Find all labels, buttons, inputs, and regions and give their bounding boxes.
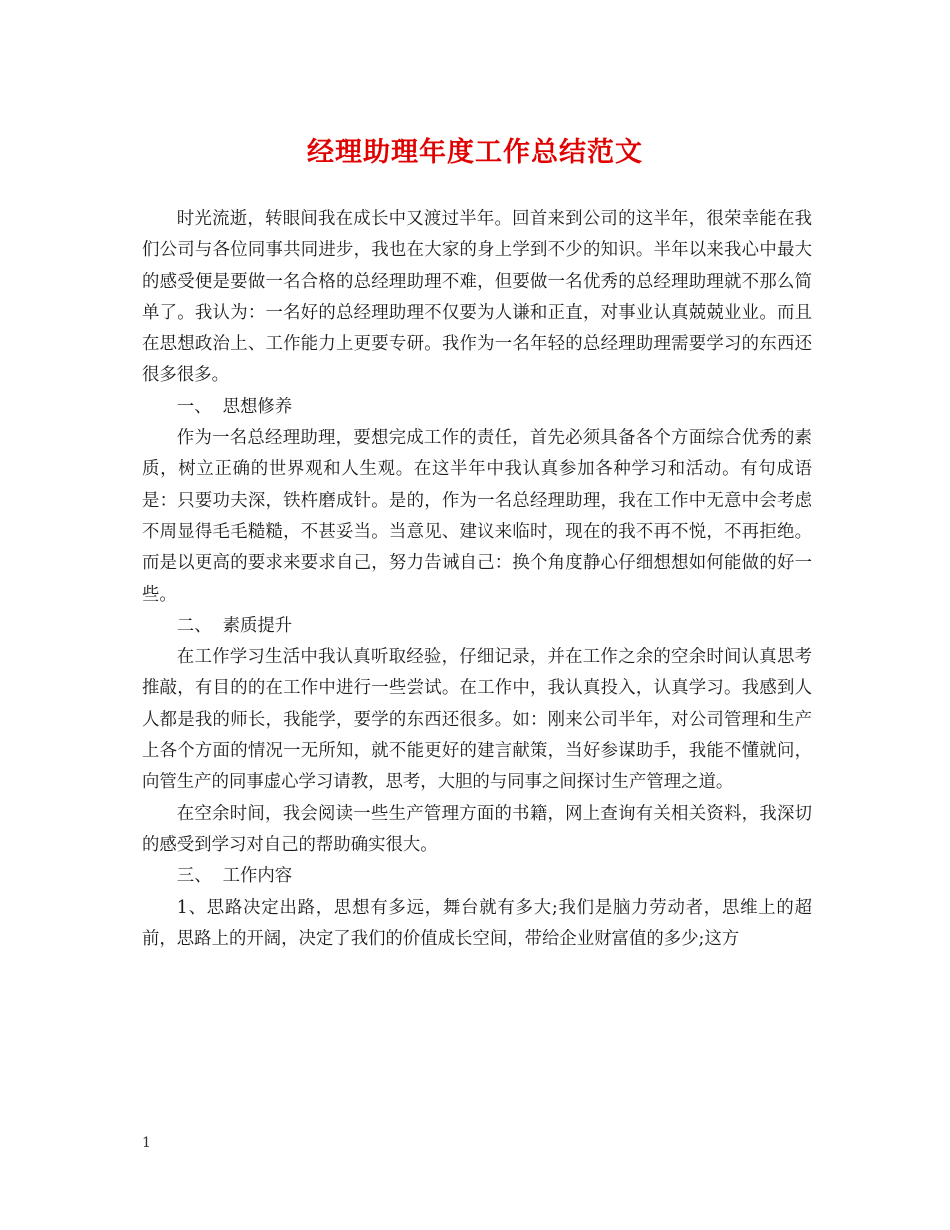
page-number: 1 bbox=[142, 1135, 151, 1151]
section-heading-2: 二、 素质提升 bbox=[176, 615, 293, 636]
section-heading-3: 三、 工作内容 bbox=[176, 866, 293, 887]
paragraph-section-3: 1、思路决定出路，思想有多远，舞台就有多大;我们是脑力劳动者，思维上的超前，思路上的开阔，决定了我们的价值成长空间，带给企业财富值的多少;这方 bbox=[142, 897, 812, 949]
paragraph-section-2a: 在工作学习生活中我认真听取经验，仔细记录，并在工作之余的空余时间认真思考推敲，有目的的在工作中进行一些尝试。在工作中，我认真投入，认真学习。我感到人人都是我的师长，我能学，要学的东西还很多。如：刚来公司半年，对公司管理和生产上各个方面的情况一无所知，就不能更好的建言献策，当好参谋助手，我能不懂就问，向管生产的同事虚心学习请教，思考，大胆的与同事之间探讨生产管理之道。 bbox=[142, 647, 812, 793]
document-title: 经理助理年度工作总结范文 bbox=[307, 137, 643, 168]
paragraph-section-2b: 在空余时间，我会阅读一些生产管理方面的书籍，网上查询有关相关资料，我深切的感受到学习对自己的帮助确实很大。 bbox=[142, 803, 812, 855]
section-heading-1: 一、 思想修养 bbox=[176, 396, 293, 417]
document-body bbox=[142, 204, 812, 955]
paragraph-intro: 时光流逝，转眼间我在成长中又渡过半年。回首来到公司的这半年，很荣幸能在我们公司与各位同事共同进步，我也在大家的身上学到不少的知识。半年以来我心中最大的感受便是要做一名合格的总经理助理不难，但要做一名优秀的总经理助理就不那么简单了。我认为：一名好的总经理助理不仅要为人谦和正直，对事业认真兢兢业业。而且在思想政治上、工作能力上更要专研。我作为一名年轻的总经理助理需要学习的东西还很多很多。 bbox=[142, 209, 812, 386]
paragraph-section-1: 作为一名总经理助理，要想完成工作的责任，首先必须具备各个方面综合优秀的素质，树立正确的世界观和人生观。在这半年中我认真参加各种学习和活动。有句成语是：只要功夫深，铁杵磨成针。是的，作为一名总经理助理，我在工作中无意中会考虑不周显得毛毛糙糙，不甚妥当。当意见、建议来临时，现在的我不再不悦，不再拒绝。而是以更高的要求来要求自己，努力告诫自己：换个角度静心仔细想想如何能做的好一些。 bbox=[142, 428, 812, 605]
